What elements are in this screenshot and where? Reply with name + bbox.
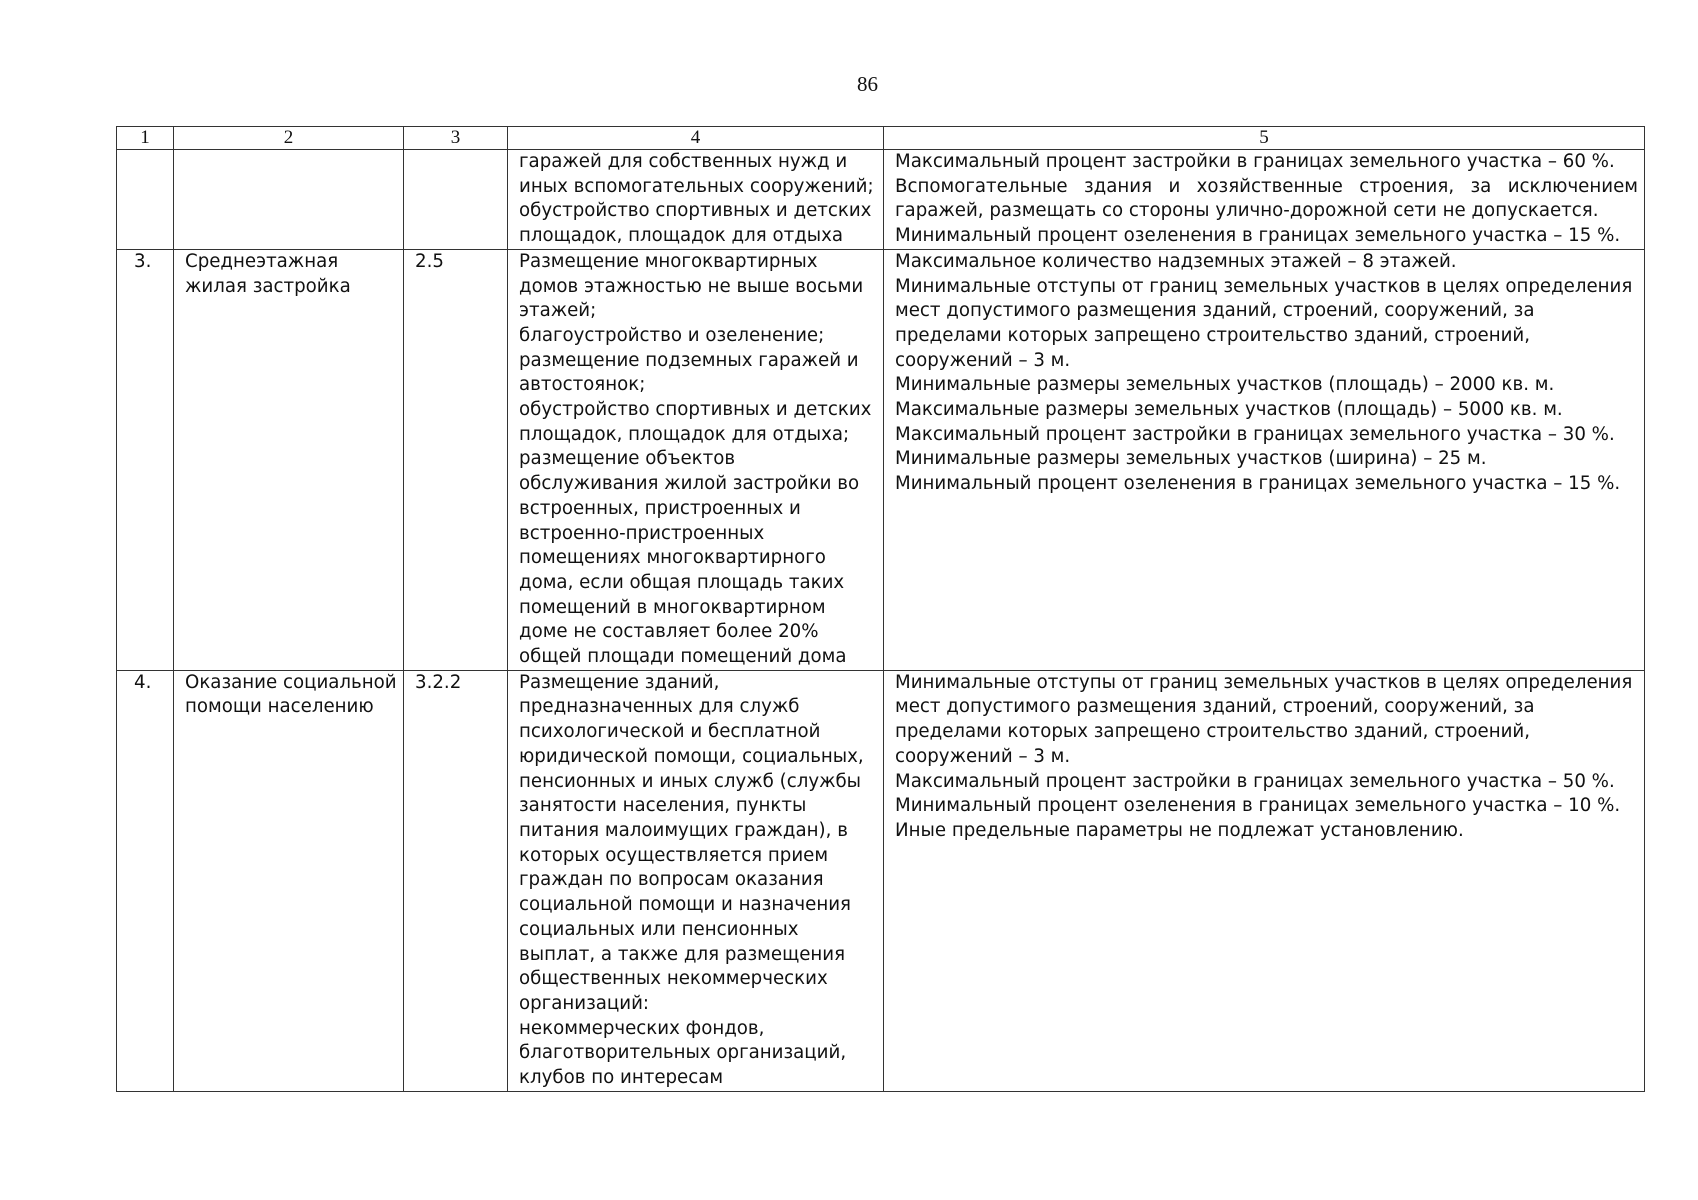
parameter-line: Максимальный процент застройки в границах земельного участка – 30 %.	[895, 423, 1615, 445]
use-type-name	[174, 150, 404, 250]
column-header: 2	[174, 127, 404, 150]
table-row	[117, 150, 1645, 250]
use-type-code: 3.2.2	[404, 670, 508, 1091]
use-description	[508, 670, 884, 1091]
use-description	[508, 150, 884, 250]
description-paragraph: гаражей для собственных нужд и иных вспомогательных сооружений;	[519, 151, 874, 197]
table-header-row	[117, 127, 1645, 150]
parameter-line: Минимальные отступы от границ земельных участков в целях определения мест допустимого размещения зданий, строений, сооружений, за пределами которых запрещено строительство зданий, строений, сооружений – 3 м.	[895, 275, 1633, 371]
description-paragraph: размещение подземных гаражей и автостоянок;	[519, 349, 859, 396]
parameter-line: Минимальный процент озеленения в границах земельного участка – 15 %.	[895, 473, 1621, 495]
page-number: 86	[857, 72, 878, 96]
use-type-code: 2.5	[404, 249, 508, 670]
parameter-line: Иные предельные параметры не подлежат установлению.	[895, 819, 1464, 841]
column-header: 5	[884, 127, 1645, 150]
use-description	[508, 249, 884, 670]
description-paragraph: благоустройство и озеленение;	[519, 324, 825, 346]
use-type-name: Среднеэтажная жилая застройка	[174, 249, 404, 670]
description-paragraph: обустройство спортивных и детских площадок, площадок для отдыха	[519, 200, 872, 247]
limit-parameters	[884, 150, 1645, 250]
parameter-line: Максимальные размеры земельных участков (площадь) – 5000 кв. м.	[895, 399, 1563, 421]
use-type-name: Оказание социальной помощи населению	[174, 670, 404, 1091]
parameter-line: Минимальный процент озеленения в границах земельного участка – 15 %.	[895, 225, 1621, 247]
limit-parameters	[884, 249, 1645, 670]
column-header: 3	[404, 127, 508, 150]
parameter-line: Максимальный процент застройки в границах земельного участка – 60 %.	[895, 151, 1615, 172]
table-row	[117, 670, 1645, 1091]
use-type-code	[404, 150, 508, 250]
row-number: 3.	[117, 249, 174, 670]
description-paragraph: размещение объектов обслуживания жилой застройки во встроенных, пристроенных и встроенно-пристроенных помещениях многоквартирного дома, если общая площадь таких помещений в многоквартирном доме не составляет более 20% общей площади помещений дома	[519, 448, 860, 668]
parameter-line: Вспомогательные здания и хозяйственные строения, за исключением гаражей, размещать со стороны улично-дорожной сети не допускается.	[895, 175, 1638, 222]
limit-parameters	[884, 670, 1645, 1091]
description-paragraph: некоммерческих фондов, благотворительных организаций, клубов по интересам	[519, 1017, 847, 1089]
column-header: 4	[508, 127, 884, 150]
zoning-regulations-table	[116, 126, 1645, 1092]
row-number: 4.	[117, 670, 174, 1091]
description-paragraph: Размещение зданий, предназначенных для служб психологической и бесплатной юридической помощи, социальных, пенсионных и иных служб (службы занятости населения, пункты питания малоимущих граждан), в которых осуществляется прием граждан по вопросам оказания социальной помощи и назначения социальных или пенсионных выплат, а также для размещения общественных некоммерческих организаций:	[519, 671, 864, 1014]
description-paragraph: Размещение многоквартирных домов этажностью не выше восьми этажей;	[519, 250, 864, 322]
row-number	[117, 150, 174, 250]
table-row	[117, 249, 1645, 670]
parameter-line: Минимальный процент озеленения в границах земельного участка – 10 %.	[895, 795, 1621, 817]
column-header: 1	[117, 127, 174, 150]
description-paragraph: обустройство спортивных и детских площадок, площадок для отдыха;	[519, 399, 872, 445]
parameter-line: Минимальные отступы от границ земельных участков в целях определения мест допустимого размещения зданий, строений, сооружений, за пределами которых запрещено строительство зданий, строений, сооружений – 3 м.	[895, 671, 1633, 767]
parameter-line: Максимальное количество надземных этажей – 8 этажей.	[895, 250, 1457, 272]
parameter-line: Минимальные размеры земельных участков (площадь) – 2000 кв. м.	[895, 374, 1555, 396]
parameter-line: Минимальные размеры земельных участков (ширина) – 25 м.	[895, 448, 1487, 470]
parameter-line: Максимальный процент застройки в границах земельного участка – 50 %.	[895, 770, 1615, 792]
